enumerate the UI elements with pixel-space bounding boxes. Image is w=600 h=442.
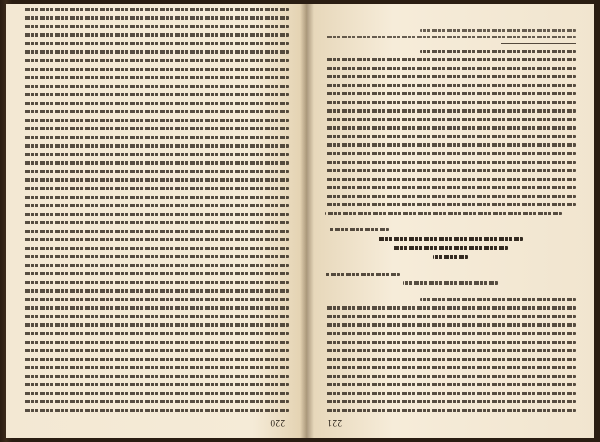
page-right-text [24, 18, 289, 412]
page-left-text [325, 18, 576, 412]
page-left [307, 4, 594, 438]
page-right [6, 4, 307, 438]
book-spread [6, 4, 594, 438]
page-number-right: 220 [270, 418, 285, 428]
page-gutter-shadow [307, 4, 314, 438]
page-number-left: 221 [327, 418, 342, 428]
page-gutter-shadow [300, 4, 307, 438]
